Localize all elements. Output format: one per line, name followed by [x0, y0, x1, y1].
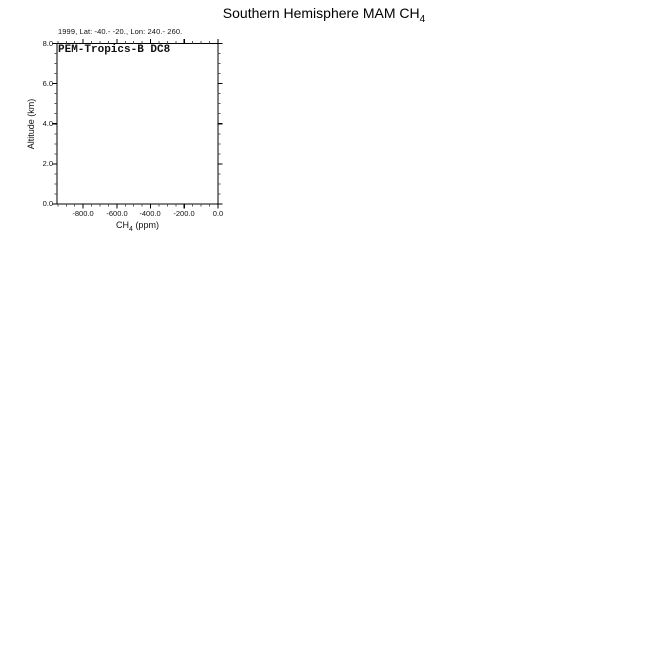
plot-border	[57, 44, 218, 205]
x-tick-label: -800.0	[72, 209, 94, 218]
chart-title-subscript: 4	[419, 13, 426, 25]
y-tick-label: 0.0	[42, 199, 53, 208]
chart-title-text: Southern Hemisphere MAM CH	[222, 5, 420, 21]
x-axis-title-units: (ppm)	[132, 220, 159, 230]
y-axis-title: Altitude (km)	[26, 98, 36, 150]
x-tick-label: -200.0	[173, 209, 195, 218]
y-tick-label: 6.0	[42, 79, 53, 88]
x-tick-label: 0.0	[212, 209, 224, 218]
y-tick-label: 8.0	[42, 39, 53, 48]
legend-entry: PEM-Tropics-B DC8	[58, 44, 171, 56]
y-tick-label: 4.0	[42, 119, 53, 128]
x-axis-title	[57, 220, 218, 235]
x-tick-label: -600.0	[106, 209, 128, 218]
x-tick-label: -400.0	[139, 209, 161, 218]
chart-subtitle: 1999, Lat: -40.- -20., Lon: 240.- 260.	[58, 27, 183, 36]
x-axis-title-subscript: 4	[129, 225, 133, 233]
y-tick-label: 2.0	[42, 159, 53, 168]
x-axis-title-text: CH	[116, 220, 130, 230]
